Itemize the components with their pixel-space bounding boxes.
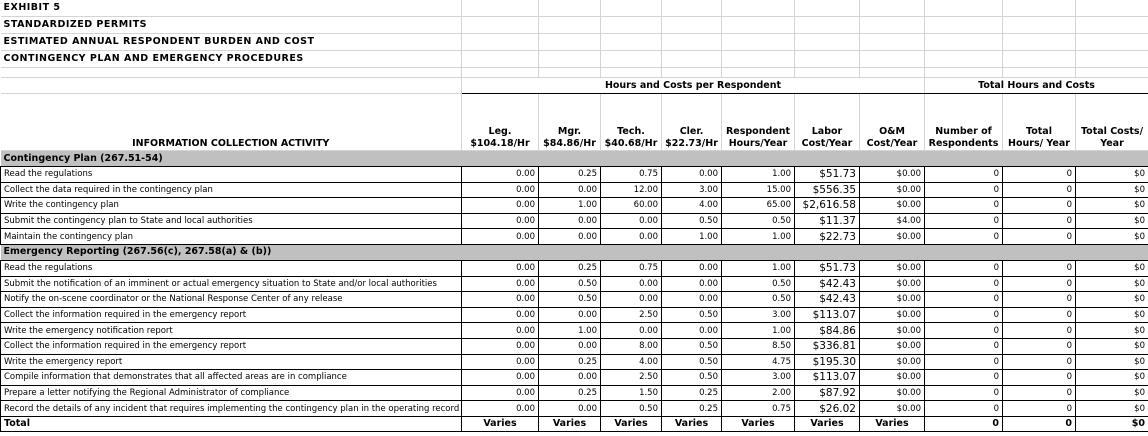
total-mgr-hours: Varies — [539, 416, 601, 431]
table-row — [1, 307, 1148, 323]
mgr-hours-cell: 0.00 — [539, 370, 601, 386]
total-costs-cell: $0 — [1076, 229, 1148, 245]
mgr-hours-cell: 0.25 — [539, 385, 601, 401]
tech-hours-cell: 0.75 — [601, 260, 662, 276]
cler-hours-cell: 0.00 — [662, 260, 722, 276]
om-cost-cell: $0.00 — [860, 370, 925, 386]
respondent-hours-cell: 1.00 — [722, 229, 795, 245]
total-hours-cell: 0 — [1003, 260, 1076, 276]
om-cost-cell: $4.00 — [860, 213, 925, 229]
leg-hours-cell: 0.00 — [462, 338, 539, 354]
respondent-hours-cell: 3.00 — [722, 307, 795, 323]
activity-cell: Notify the on-scene coordinator or the National Response Center of any release — [1, 292, 462, 308]
leg-hours-cell: 0.00 — [462, 198, 539, 214]
respondent-hours-cell: 0.75 — [722, 401, 795, 417]
respondent-hours-cell: 1.00 — [722, 323, 795, 339]
respondent-hours-cell: 2.00 — [722, 385, 795, 401]
total-costs-cell: $0 — [1076, 213, 1148, 229]
leg-hours-cell: 0.00 — [462, 229, 539, 245]
om-cost-cell: $0.00 — [860, 292, 925, 308]
total-hours-cell: 0 — [1003, 292, 1076, 308]
total-hours-cell: 0 — [1003, 307, 1076, 323]
num-respondents-cell: 0 — [925, 338, 1003, 354]
table-row — [1, 276, 1148, 292]
mgr-hours-cell: 0.00 — [539, 213, 601, 229]
cler-hours-cell: 0.00 — [662, 276, 722, 292]
labor-cost-cell: $113.07 — [795, 370, 860, 386]
respondent-hours-cell: 1.00 — [722, 260, 795, 276]
activity-cell: Collect the information required in the emergency report — [1, 307, 462, 323]
total-costs-cell: $0 — [1076, 338, 1148, 354]
tech-hours-cell: 0.00 — [601, 292, 662, 308]
leg-hours-cell: 0.00 — [462, 292, 539, 308]
labor-cost-cell: $556.35 — [795, 182, 860, 198]
tech-hours-cell: 2.50 — [601, 307, 662, 323]
exhibit-title: EXHIBIT 5 — [1, 0, 462, 17]
total-hours-cell: 0 — [1003, 323, 1076, 339]
om-cost-cell: $0.00 — [860, 182, 925, 198]
activity-cell: Collect the information required in the emergency report — [1, 338, 462, 354]
num-respondents-cell: 0 — [925, 198, 1003, 214]
leg-hours-cell: 0.00 — [462, 167, 539, 183]
labor-cost-header: Labor Cost/Year — [795, 94, 860, 151]
respondent-hours-cell: 8.50 — [722, 338, 795, 354]
leg-hours-cell: 0.00 — [462, 307, 539, 323]
table-row — [1, 213, 1148, 229]
cler-hours-cell: 0.00 — [662, 292, 722, 308]
activity-cell: Read the regulations — [1, 260, 462, 276]
total-tech-hours: Varies — [601, 416, 662, 431]
mgr-hours-cell: 0.25 — [539, 167, 601, 183]
respondent-hours-cell: 0.50 — [722, 213, 795, 229]
total-costs-cell: $0 — [1076, 323, 1148, 339]
mgr-hours-cell: 0.25 — [539, 260, 601, 276]
total-hours-cell: 0 — [1003, 354, 1076, 370]
num-respondents-cell: 0 — [925, 354, 1003, 370]
respondent-hours-cell: 4.75 — [722, 354, 795, 370]
respondent-hours-cell: 15.00 — [722, 182, 795, 198]
tech-hours-cell: 8.00 — [601, 338, 662, 354]
total-num-respondents: 0 — [925, 416, 1003, 431]
table-row — [1, 167, 1148, 183]
total-total-costs: $0 — [1076, 416, 1148, 431]
labor-cost-cell: $336.81 — [795, 338, 860, 354]
num-respondents-cell: 0 — [925, 307, 1003, 323]
activity-cell: Write the emergency notification report — [1, 323, 462, 339]
num-respondents-cell: 0 — [925, 323, 1003, 339]
tech-hours-cell: 0.50 — [601, 401, 662, 417]
total-hours-cell: 0 — [1003, 198, 1076, 214]
om-cost-cell: $0.00 — [860, 338, 925, 354]
om-cost-header: O&M Cost/Year — [860, 94, 925, 151]
leg-hours-cell: 0.00 — [462, 354, 539, 370]
table-row — [1, 198, 1148, 214]
om-cost-cell: $0.00 — [860, 385, 925, 401]
respondent-hours-cell: 1.00 — [722, 167, 795, 183]
table-row — [1, 370, 1148, 386]
labor-cost-cell: $87.92 — [795, 385, 860, 401]
tech-hours-cell: 60.00 — [601, 198, 662, 214]
activity-cell: Prepare a letter notifying the Regional Administrator of compliance — [1, 385, 462, 401]
leg-hours-cell: 0.00 — [462, 401, 539, 417]
mgr-hours-cell: 1.00 — [539, 198, 601, 214]
num-respondents-cell: 0 — [925, 385, 1003, 401]
total-hours-cell: 0 — [1003, 276, 1076, 292]
contingency-title: CONTINGENCY PLAN AND EMERGENCY PROCEDURES — [1, 51, 462, 68]
total-costs-cell: $0 — [1076, 182, 1148, 198]
labor-cost-cell: $2,616.58 — [795, 198, 860, 214]
activity-cell: Maintain the contingency plan — [1, 229, 462, 245]
section-title: Contingency Plan (267.51-54) — [1, 151, 1148, 167]
activity-cell: Read the regulations — [1, 167, 462, 183]
total-hours-cell: 0 — [1003, 167, 1076, 183]
total-costs-cell: $0 — [1076, 354, 1148, 370]
labor-cost-cell: $22.73 — [795, 229, 860, 245]
cler-hours-cell: 0.50 — [662, 307, 722, 323]
leg-hours-cell: 0.00 — [462, 385, 539, 401]
activity-header: INFORMATION COLLECTION ACTIVITY — [1, 94, 462, 151]
total-om-cost: Varies — [860, 416, 925, 431]
mgr-hours-cell: 0.00 — [539, 401, 601, 417]
total-row — [1, 416, 1148, 431]
table-row — [1, 260, 1148, 276]
cler-hours-cell: 0.50 — [662, 370, 722, 386]
total-label: Total — [1, 416, 462, 431]
respondent-hours-cell: 3.00 — [722, 370, 795, 386]
total-hours-cell: 0 — [1003, 385, 1076, 401]
om-cost-cell: $0.00 — [860, 198, 925, 214]
om-cost-cell: $0.00 — [860, 401, 925, 417]
total-hours-cell: 0 — [1003, 370, 1076, 386]
totals-header: Total Hours and Costs — [925, 78, 1148, 94]
labor-cost-cell: $51.73 — [795, 260, 860, 276]
tech-hours-cell: 0.00 — [601, 276, 662, 292]
table-row — [1, 182, 1148, 198]
num-respondents-header: Number of Respondents — [925, 94, 1003, 151]
om-cost-cell: $0.00 — [860, 354, 925, 370]
labor-cost-cell: $51.73 — [795, 167, 860, 183]
labor-cost-cell: $113.07 — [795, 307, 860, 323]
cler-hours-cell: 0.25 — [662, 385, 722, 401]
total-hours-cell: 0 — [1003, 401, 1076, 417]
total-costs-cell: $0 — [1076, 292, 1148, 308]
num-respondents-cell: 0 — [925, 401, 1003, 417]
cler-hours-cell: 0.50 — [662, 354, 722, 370]
mgr-hours-cell: 0.50 — [539, 276, 601, 292]
total-costs-cell: $0 — [1076, 260, 1148, 276]
mgr-hours-cell: 1.00 — [539, 323, 601, 339]
num-respondents-cell: 0 — [925, 370, 1003, 386]
labor-cost-cell: $42.43 — [795, 292, 860, 308]
tech-hours-cell: 4.00 — [601, 354, 662, 370]
total-total-hours: 0 — [1003, 416, 1076, 431]
om-cost-cell: $0.00 — [860, 260, 925, 276]
labor-cost-cell: $195.30 — [795, 354, 860, 370]
mgr-hours-cell: 0.00 — [539, 229, 601, 245]
om-cost-cell: $0.00 — [860, 167, 925, 183]
labor-cost-cell: $42.43 — [795, 276, 860, 292]
activity-cell: Submit the notification of an imminent or actual emergency situation to State and/or local authorities — [1, 276, 462, 292]
om-cost-cell: $0.00 — [860, 307, 925, 323]
total-costs-cell: $0 — [1076, 370, 1148, 386]
mgr-hours-cell: 0.00 — [539, 307, 601, 323]
leg-hours-cell: 0.00 — [462, 213, 539, 229]
permits-title: STANDARDIZED PERMITS — [1, 17, 462, 34]
total-respondent-hours: Varies — [722, 416, 795, 431]
respondent-hours-cell: 0.50 — [722, 276, 795, 292]
tech-hours-cell: 0.75 — [601, 167, 662, 183]
mgr-hours-cell: 0.50 — [539, 292, 601, 308]
cler-hours-cell: 0.00 — [662, 323, 722, 339]
total-labor-cost: Varies — [795, 416, 860, 431]
num-respondents-cell: 0 — [925, 292, 1003, 308]
tech-hours-cell: 0.00 — [601, 323, 662, 339]
section-title: Emergency Reporting (267.56(c), 267.58(a) & (b)) — [1, 244, 1148, 260]
activity-cell: Submit the contingency plan to State and local authorities — [1, 213, 462, 229]
total-leg-hours: Varies — [462, 416, 539, 431]
mgr-hours-cell: 0.00 — [539, 338, 601, 354]
num-respondents-cell: 0 — [925, 167, 1003, 183]
respondent-hours-cell: 0.50 — [722, 292, 795, 308]
respondent-hours-cell: 65.00 — [722, 198, 795, 214]
mgr-hours-cell: 0.25 — [539, 354, 601, 370]
leg-header: Leg. $104.18/Hr — [462, 94, 539, 151]
num-respondents-cell: 0 — [925, 276, 1003, 292]
activity-cell: Record the details of any incident that requires implementing the contingency plan in the operating record — [1, 401, 462, 417]
total-costs-cell: $0 — [1076, 401, 1148, 417]
total-hours-cell: 0 — [1003, 182, 1076, 198]
num-respondents-cell: 0 — [925, 182, 1003, 198]
total-cler-hours: Varies — [662, 416, 722, 431]
total-costs-header: Total Costs/ Year — [1076, 94, 1148, 151]
total-costs-cell: $0 — [1076, 385, 1148, 401]
om-cost-cell: $0.00 — [860, 229, 925, 245]
mgr-hours-cell: 0.00 — [539, 182, 601, 198]
labor-cost-cell: $11.37 — [795, 213, 860, 229]
cler-hours-cell: 1.00 — [662, 229, 722, 245]
total-costs-cell: $0 — [1076, 276, 1148, 292]
table-row — [1, 292, 1148, 308]
om-cost-cell: $0.00 — [860, 276, 925, 292]
table-row — [1, 323, 1148, 339]
activity-cell: Write the emergency report — [1, 354, 462, 370]
total-costs-cell: $0 — [1076, 198, 1148, 214]
num-respondents-cell: 0 — [925, 229, 1003, 245]
table-row — [1, 401, 1148, 417]
tech-hours-cell: 0.00 — [601, 213, 662, 229]
cler-hours-cell: 4.00 — [662, 198, 722, 214]
tech-hours-cell: 12.00 — [601, 182, 662, 198]
table-row — [1, 338, 1148, 354]
respondent-hours-header: Respondent Hours/Year — [722, 94, 795, 151]
cler-hours-cell: 0.00 — [662, 167, 722, 183]
section-header — [1, 244, 1148, 260]
cler-hours-cell: 0.25 — [662, 401, 722, 417]
mgr-header: Mgr. $84.86/Hr — [539, 94, 601, 151]
per-respondent-header: Hours and Costs per Respondent — [462, 78, 925, 94]
labor-cost-cell: $26.02 — [795, 401, 860, 417]
activity-cell: Collect the data required in the contingency plan — [1, 182, 462, 198]
tech-header: Tech. $40.68/Hr — [601, 94, 662, 151]
om-cost-cell: $0.00 — [860, 323, 925, 339]
tech-hours-cell: 0.00 — [601, 229, 662, 245]
total-hours-cell: 0 — [1003, 338, 1076, 354]
cler-hours-cell: 3.00 — [662, 182, 722, 198]
tech-hours-cell: 1.50 — [601, 385, 662, 401]
total-hours-cell: 0 — [1003, 229, 1076, 245]
labor-cost-cell: $84.86 — [795, 323, 860, 339]
cler-header: Cler. $22.73/Hr — [662, 94, 722, 151]
total-hours-header: Total Hours/ Year — [1003, 94, 1076, 151]
total-costs-cell: $0 — [1076, 167, 1148, 183]
total-costs-cell: $0 — [1076, 307, 1148, 323]
activity-cell: Compile information that demonstrates that all affected areas are in compliance — [1, 370, 462, 386]
leg-hours-cell: 0.00 — [462, 370, 539, 386]
leg-hours-cell: 0.00 — [462, 276, 539, 292]
leg-hours-cell: 0.00 — [462, 182, 539, 198]
total-hours-cell: 0 — [1003, 213, 1076, 229]
cler-hours-cell: 0.50 — [662, 213, 722, 229]
leg-hours-cell: 0.00 — [462, 323, 539, 339]
section-header — [1, 151, 1148, 167]
leg-hours-cell: 0.00 — [462, 260, 539, 276]
table-row — [1, 354, 1148, 370]
burden-title: ESTIMATED ANNUAL RESPONDENT BURDEN AND COST — [1, 34, 462, 51]
cler-hours-cell: 0.50 — [662, 338, 722, 354]
table-row — [1, 229, 1148, 245]
table-row — [1, 385, 1148, 401]
num-respondents-cell: 0 — [925, 213, 1003, 229]
num-respondents-cell: 0 — [925, 260, 1003, 276]
tech-hours-cell: 2.50 — [601, 370, 662, 386]
activity-cell: Write the contingency plan — [1, 198, 462, 214]
